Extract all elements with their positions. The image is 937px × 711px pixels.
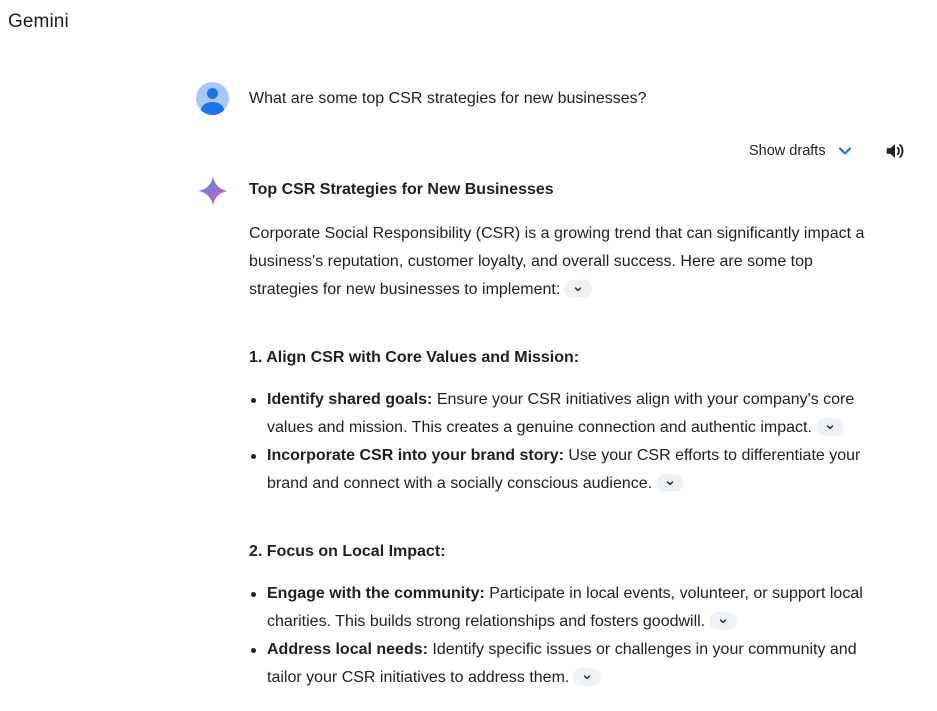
item-term: Identify shared goals: (267, 391, 433, 408)
source-chip[interactable] (564, 280, 592, 298)
chevron-down-icon (665, 478, 675, 488)
item-term: Address local needs: (267, 641, 428, 658)
speaker-icon[interactable] (884, 140, 906, 162)
item-text: Identify specific issues or challenges in your community and tailor your CSR initiatives to address them. (267, 641, 857, 686)
assistant-response (249, 178, 869, 692)
avatar-body (201, 102, 224, 115)
item-text: Use your CSR efforts to differentiate your brand and connect with a socially conscious audience. (267, 447, 861, 492)
intro-text: Corporate Social Responsibility (CSR) is a growing trend that can significantly impact a business's reputation, customer loyalty, and overall success. Here are some top strategies for new businesses to implement: (249, 225, 865, 298)
user-message (196, 82, 647, 115)
list-item (249, 442, 869, 498)
list-item (249, 636, 869, 692)
chevron-down-icon[interactable] (836, 142, 854, 160)
item-term: Engage with the community: (267, 585, 485, 602)
app-title: Gemini (8, 11, 69, 32)
bullet-dot (251, 398, 256, 403)
avatar (196, 82, 229, 115)
source-chip[interactable] (816, 418, 844, 436)
response-title: Top CSR Strategies for New Businesses (249, 181, 554, 198)
avatar-head (207, 88, 218, 99)
section-heading: 1. Align CSR with Core Values and Mission: (249, 349, 580, 366)
section-heading: 2. Focus on Local Impact: (249, 543, 446, 560)
drafts-toggle[interactable] (749, 140, 854, 162)
item-text: Participate in local events, volunteer, or support local charities. This builds strong relationships and fosters goodwill. (267, 585, 863, 630)
source-chip[interactable] (573, 668, 601, 686)
bullet-dot (251, 648, 256, 653)
bullet-list (249, 580, 869, 692)
chevron-down-icon (573, 284, 583, 294)
chevron-down-icon (582, 672, 592, 682)
chevron-down-icon (825, 422, 835, 432)
source-chip[interactable] (709, 612, 737, 630)
section (249, 346, 869, 498)
show-drafts-label[interactable]: Show drafts (749, 143, 826, 159)
section (249, 540, 869, 692)
user-query: What are some top CSR strategies for new businesses? (249, 89, 647, 107)
bullet-dot (251, 592, 256, 597)
response-intro (249, 220, 869, 304)
list-item (249, 580, 869, 636)
gemini-spark-icon (197, 175, 229, 207)
bullet-list (249, 386, 869, 498)
item-text: Ensure your CSR initiatives align with your company's core values and mission. This creates a genuine connection and authentic impact. (267, 391, 855, 436)
item-term: Incorporate CSR into your brand story: (267, 447, 564, 464)
chevron-down-icon (718, 616, 728, 626)
source-chip[interactable] (656, 474, 684, 492)
list-item (249, 386, 869, 442)
bullet-dot (251, 454, 256, 459)
